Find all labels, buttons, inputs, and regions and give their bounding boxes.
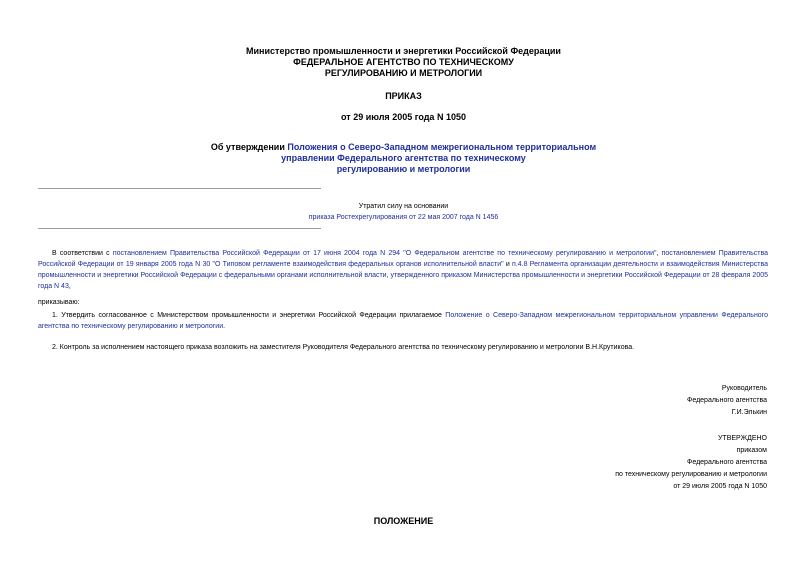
approval-line3: Федерального агентства <box>687 459 767 466</box>
orders-label: приказываю: <box>38 299 80 306</box>
divider-bottom <box>38 228 321 229</box>
divider-top <box>38 188 321 189</box>
status-lost-force: Утратил силу на основании <box>358 203 449 210</box>
item-text: 1. Утвердить согласованное с Министерством промышленности и энергетики Российской Федерации прилагаемое <box>52 312 446 319</box>
link-resolution-30[interactable]: постановлением Правительства Российской Федерации от 19 января 2005 года N 30 "О Типовом регламенте взаимодействия федеральных органов исполнительной власти" <box>38 250 768 268</box>
approval-line1: УТВЕРЖДЕНО <box>717 435 767 442</box>
item-text: . <box>223 323 226 330</box>
signature-line1: Руководитель <box>721 385 767 392</box>
signature-line2: Федерального агентства <box>687 397 767 404</box>
header-agency-line1: ФЕДЕРАЛЬНОЕ АГЕНТСТВО ПО ТЕХНИЧЕСКОМУ <box>293 57 514 67</box>
approval-line5: от 29 июля 2005 года N 1050 <box>673 483 767 490</box>
title-link-part1[interactable]: Положения о Северо-Западном межрегиональном территориальном <box>287 142 597 152</box>
paragraph-text: , <box>656 250 662 257</box>
doc-type: ПРИКАЗ <box>385 91 422 101</box>
status-line <box>0 212 807 223</box>
doc-title-line1 <box>0 142 807 153</box>
doc-title-prefix: Об утверждении <box>210 142 288 152</box>
approval-block <box>615 433 767 493</box>
doc-title-line2 <box>0 153 807 164</box>
status-link[interactable]: приказа Ростехрегулирования от 22 мая 2007 года N 1456 <box>308 214 499 221</box>
signature-block <box>687 383 767 419</box>
paragraph-basis <box>38 248 768 292</box>
approval-line4: по техническому регулированию и метрологии <box>615 471 767 478</box>
section-heading: ПОЛОЖЕНИЕ <box>373 516 434 526</box>
paragraph-text: В соответствии с <box>52 250 113 257</box>
item-2: 2. Контроль за исполнением настоящего приказа возложить на заместителя Руководителя Федерального агентства по техническому регулированию и метрологии В.Н.Крутикова. <box>52 344 635 351</box>
paragraph-text: и <box>503 261 513 268</box>
title-link-part3[interactable]: регулированию и метрологии <box>336 164 471 174</box>
link-reglament-4-8[interactable]: п.4.8 Регламента организации деятельности и взаимодействия Министерства промышленности и энергетики Российской Федерации с федеральными органами исполнительной власти, утвержденного приказом Министерства промышленности и энергетики Российской Федерации от 28 февраля 2005 года N 43 <box>38 261 768 290</box>
header-agency-line2: РЕГУЛИРОВАНИЮ И МЕТРОЛОГИИ <box>324 68 483 78</box>
approval-line2: приказом <box>736 447 767 454</box>
header-ministry: Министерство промышленности и энергетики Российской Федерации <box>246 46 561 56</box>
signature-line3: Г.И.Элькин <box>731 409 767 416</box>
doc-date-number: от 29 июля 2005 года N 1050 <box>341 112 466 122</box>
link-polozhenie[interactable]: Положение о Северо-Западном межрегиональном территориальном управлении Федерального агентства по техническому регулированию и метрологии <box>38 312 768 330</box>
paragraph-text: , <box>68 283 71 290</box>
title-link-part2[interactable]: управлении Федерального агентства по техническому <box>281 153 526 163</box>
item-1 <box>38 310 768 332</box>
doc-title-line3 <box>0 164 807 175</box>
link-resolution-294[interactable]: постановлением Правительства Российской Федерации от 17 июня 2004 года N 294 "О Федеральном агентстве по техническому регулированию и метрологии" <box>112 250 657 257</box>
